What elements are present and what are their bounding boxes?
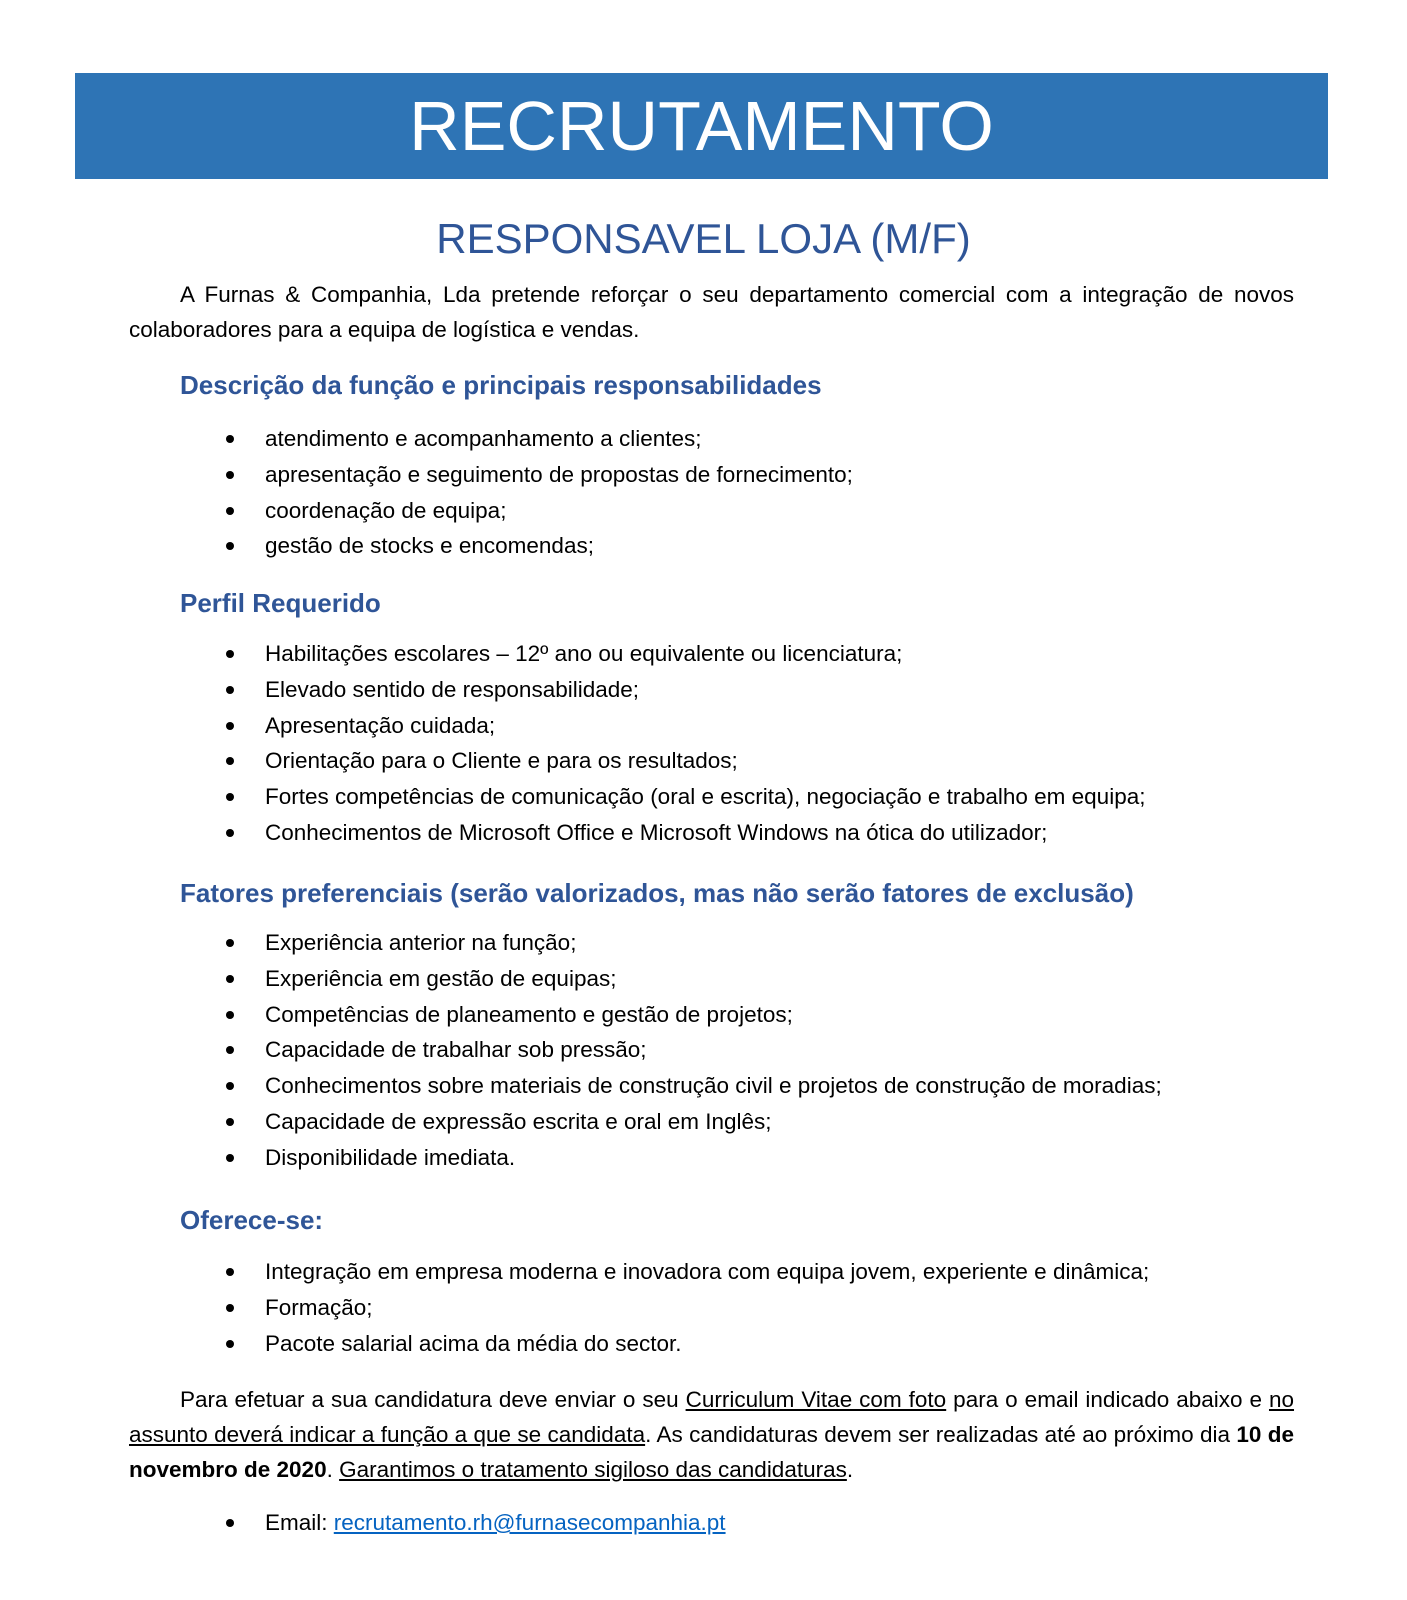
list-item: [0, 779, 1300, 815]
title-banner: [75, 73, 1328, 179]
list-item: [0, 1032, 1300, 1068]
list-item-text: Capacidade de expressão escrita e oral em Inglês;: [265, 1108, 772, 1134]
bullet-icon: [226, 650, 234, 658]
section-heading-offer: Oferece-se:: [180, 1205, 324, 1235]
application-text: .: [326, 1457, 340, 1482]
application-paragraph: [129, 1382, 1294, 1487]
list-item-text: Integração em empresa moderna e inovadora com equipa jovem, experiente e dinâmica;: [265, 1259, 1150, 1284]
responsibilities-list: [0, 421, 1300, 564]
list-item: [0, 528, 1300, 564]
preferences-list: [0, 925, 1300, 1176]
list-item: [0, 743, 1300, 779]
list-item-text: Competências de planeamento e gestão de projetos;: [265, 1001, 793, 1027]
bullet-icon: [226, 1082, 234, 1090]
list-item: [0, 672, 1300, 708]
bullet-icon: [226, 1519, 234, 1527]
list-item-text: Conhecimentos de Microsoft Office e Microsoft Windows na ótica do utilizador;: [265, 819, 1048, 845]
list-item: [0, 708, 1300, 744]
bullet-icon: [226, 1340, 234, 1348]
bullet-icon: [226, 1304, 234, 1312]
list-item-text: Pacote salarial acima da média do sector.: [265, 1330, 682, 1356]
application-text: Para efetuar a sua candidatura deve enviar o seu: [180, 1387, 686, 1412]
contact-list: [0, 1505, 1300, 1541]
list-item-text: gestão de stocks e encomendas;: [265, 533, 594, 559]
bullet-icon: [226, 1268, 234, 1276]
list-item: [0, 1068, 1300, 1104]
list-item: [0, 457, 1300, 493]
section-heading-preferences: Fatores preferenciais (serão valorizados, mas não serão fatores de exclusão): [180, 878, 1134, 908]
bullet-icon: [226, 939, 234, 947]
list-item: [0, 961, 1300, 997]
confidentiality-note: Garantimos o tratamento sigiloso das candidaturas: [339, 1457, 847, 1482]
intro-paragraph: A Furnas & Companhia, Lda pretende reforçar o seu departamento comercial com a integração de novos colaboradores para a equipa de logística e vendas.: [129, 282, 1294, 342]
list-item-text: atendimento e acompanhamento a clientes;: [265, 426, 702, 451]
list-item: [0, 636, 1300, 672]
deadline-date: 10 de novembro de 2020: [129, 1422, 1294, 1482]
list-item: [0, 997, 1300, 1033]
list-item-text: Apresentação cuidada;: [265, 712, 496, 738]
profile-list: [0, 636, 1300, 851]
section-heading-profile: Perfil Requerido: [180, 588, 381, 618]
application-text: para o email indicado abaixo e: [946, 1387, 1269, 1412]
section-heading-responsibilities: Descrição da função e principais responsabilidades: [180, 370, 822, 400]
page-title: RECRUTAMENTO: [409, 87, 994, 165]
subject-requirement: no assunto deverá indicar a função a que se candidata: [129, 1387, 1295, 1447]
list-item: [0, 1326, 1300, 1362]
list-item: [0, 1290, 1300, 1326]
bullet-icon: [226, 435, 234, 443]
list-item: [0, 1140, 1300, 1176]
list-item-text: Disponibilidade imediata.: [265, 1144, 516, 1170]
list-item-text: Formação;: [265, 1294, 373, 1320]
list-item-text: Orientação para o Cliente e para os resultados;: [265, 748, 738, 774]
list-item-text: apresentação e seguimento de propostas de fornecimento;: [265, 461, 853, 487]
job-title: RESPONSAVEL LOJA (M/F): [436, 215, 971, 262]
list-item-text: Fortes competências de comunicação (oral e escrita), negociação e trabalho em equipa;: [265, 784, 1146, 810]
bullet-icon: [226, 1118, 234, 1126]
list-item: [0, 1254, 1300, 1290]
list-item-text: Conhecimentos sobre materiais de construção civil e projetos de construção de moradias;: [265, 1073, 1162, 1099]
bullet-icon: [226, 975, 234, 983]
application-text: .: [846, 1457, 854, 1482]
list-item: [0, 493, 1300, 529]
list-item: [0, 1104, 1300, 1140]
offer-list: [0, 1254, 1300, 1361]
list-item-text: coordenação de equipa;: [265, 497, 507, 523]
bullet-icon: [226, 722, 234, 730]
bullet-icon: [226, 757, 234, 765]
list-item: [0, 815, 1300, 851]
list-item-text: Elevado sentido de responsabilidade;: [265, 676, 640, 702]
list-item-text: Habilitações escolares – 12º ano ou equivalente ou licenciatura;: [265, 641, 903, 666]
bullet-icon: [226, 686, 234, 694]
list-item: [0, 421, 1300, 457]
bullet-icon: [226, 1046, 234, 1054]
bullet-icon: [226, 542, 234, 550]
application-text: . As candidaturas devem ser realizadas até ao próximo dia: [645, 1422, 1237, 1447]
bullet-icon: [226, 507, 234, 515]
list-item-text: Capacidade de trabalhar sob pressão;: [265, 1037, 647, 1063]
email-link[interactable]: recrutamento.rh@furnasecompanhia.pt: [333, 1510, 726, 1535]
bullet-icon: [226, 793, 234, 801]
bullet-icon: [226, 1011, 234, 1019]
bullet-icon: [226, 1154, 234, 1162]
bullet-icon: [226, 829, 234, 837]
cv-requirement: Curriculum Vitae com foto: [685, 1387, 947, 1412]
list-item-text: Experiência em gestão de equipas;: [265, 965, 617, 991]
bullet-icon: [226, 471, 234, 479]
email-label: Email:: [265, 1510, 334, 1535]
list-item: [0, 925, 1300, 961]
list-item: [0, 1505, 1300, 1541]
list-item-text: Experiência anterior na função;: [265, 930, 577, 955]
